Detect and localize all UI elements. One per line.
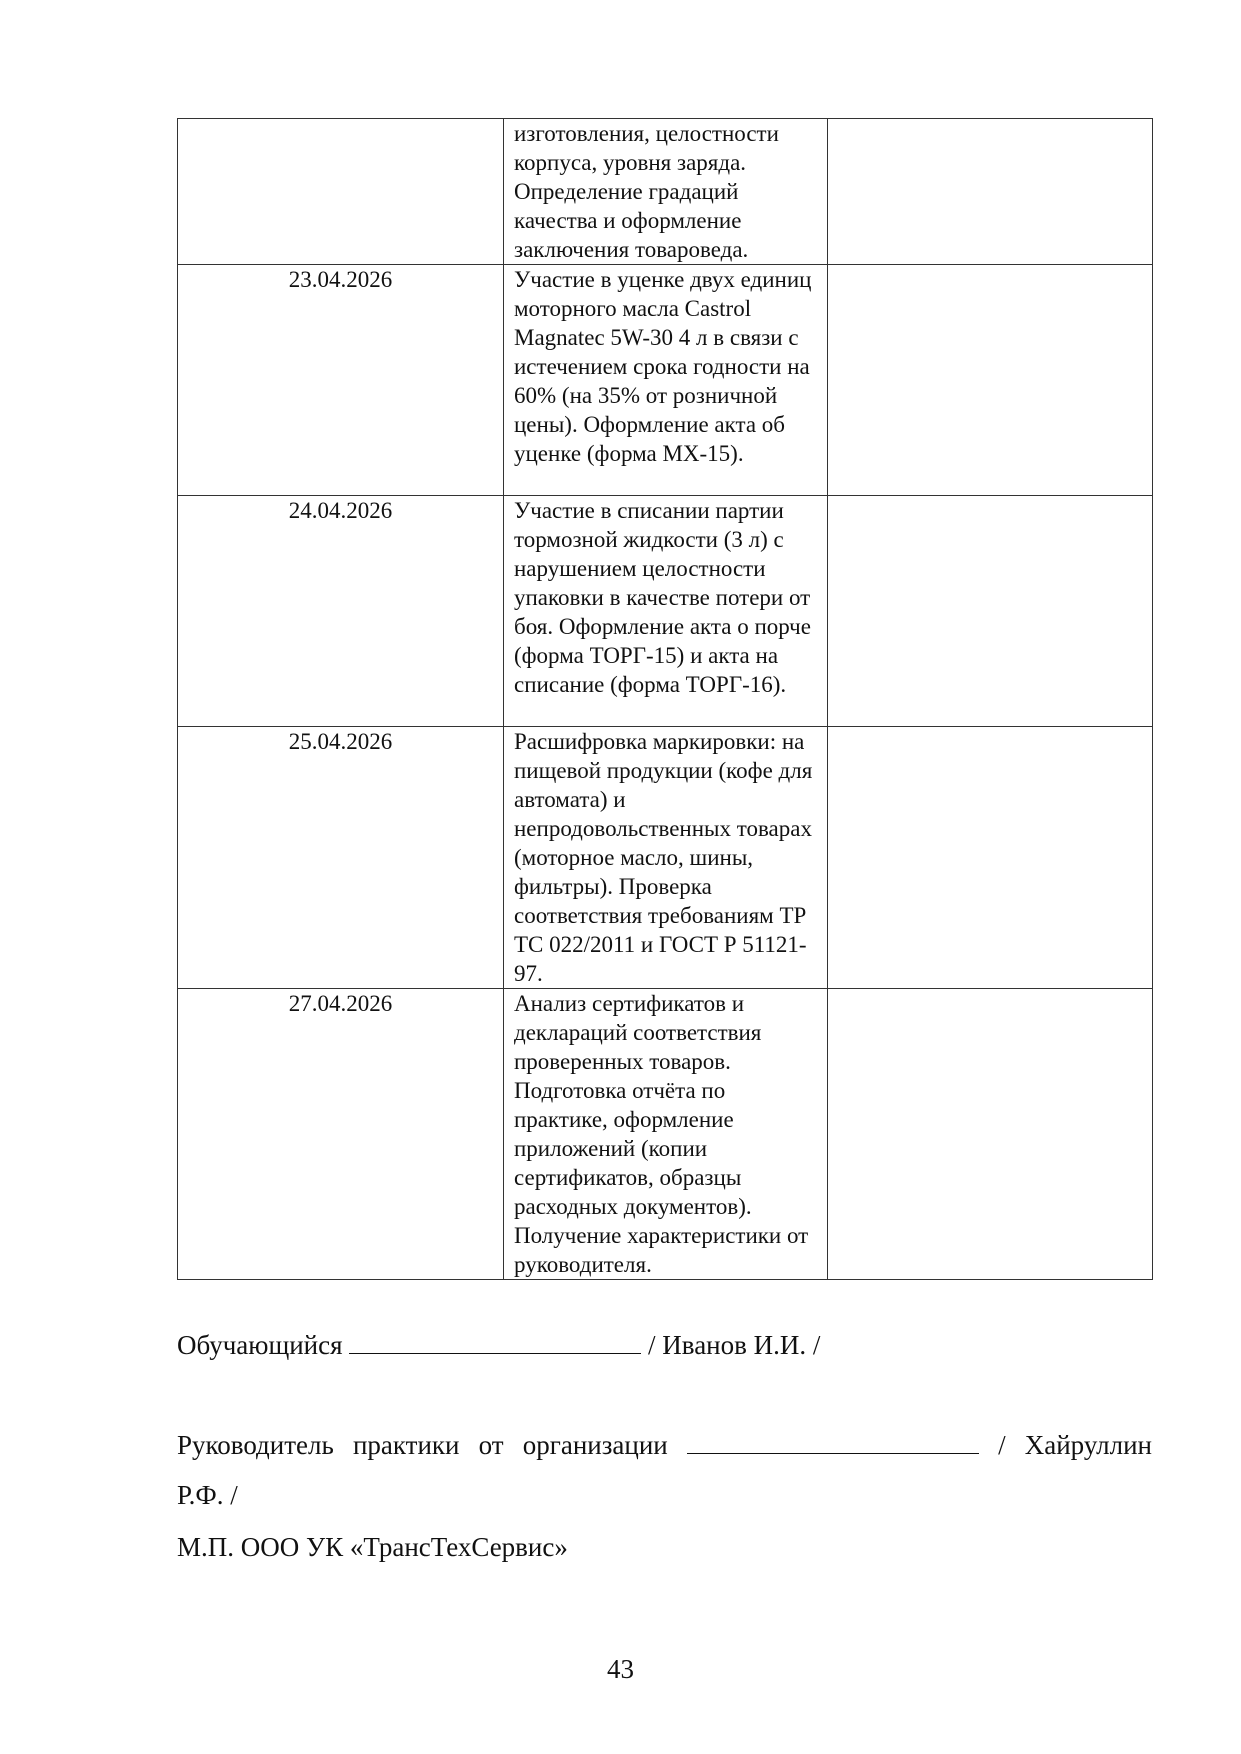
supervisor-signature-line [177, 1428, 1152, 1462]
page-number: 43 [607, 1654, 634, 1684]
date-cell [178, 119, 504, 265]
note-cell [828, 727, 1153, 989]
task-cell: Анализ сертификатов и деклараций соответствия проверенных товаров. Подготовка отчёта по практике, оформление приложений (копии сертификатов, образцы расходных документов). Получение характеристики от руководителя. [504, 989, 828, 1280]
table-row [178, 727, 1153, 989]
note-cell [828, 989, 1153, 1280]
task-cell: Расшифровка маркировки: на пищевой продукции (кофе для автомата) и непродовольственных товарах (моторное масло, шины, фильтры). Проверка соответствия требованиям ТР ТС 022/2011 и ГОСТ Р 51121-97. [504, 727, 828, 989]
supervisor-name: / Хайруллин [998, 1430, 1152, 1460]
note-cell [828, 119, 1153, 265]
student-signature-line [177, 1328, 1152, 1362]
date-cell: 23.04.2026 [178, 265, 504, 496]
task-cell: Участие в уценке двух единиц моторного масла Castrol Magnatec 5W-30 4 л в связи с истечением срока годности на 60% (на 35% от розничной цены). Оформление акта об уценке (форма МХ-15). [504, 265, 828, 496]
task-cell: изготовления, целостности корпуса, уровня заряда. Определение градаций качества и оформление заключения товароведа. [504, 119, 828, 265]
student-name: / Иванов И.И. / [648, 1330, 821, 1360]
table-row [178, 989, 1153, 1280]
date-cell: 24.04.2026 [178, 496, 504, 727]
student-signature-blank [349, 1329, 641, 1354]
practice-journal-table [177, 118, 1153, 1280]
task-cell: Участие в списании партии тормозной жидкости (3 л) с нарушением целостности упаковки в качестве потери от боя. Оформление акта о порче (форма ТОРГ-15) и акта на списание (форма ТОРГ-16). [504, 496, 828, 727]
table-row [178, 119, 1153, 265]
note-cell [828, 265, 1153, 496]
stamp-line: М.П. ООО УК «ТрансТехСервис» [177, 1532, 568, 1562]
student-label: Обучающийся [177, 1330, 343, 1360]
date-cell: 25.04.2026 [178, 727, 504, 989]
table-row [178, 496, 1153, 727]
table-row [178, 265, 1153, 496]
supervisor-initials: Р.Ф. / [177, 1480, 238, 1510]
date-cell: 27.04.2026 [178, 989, 504, 1280]
supervisor-label: Руководитель практики от организации [177, 1430, 668, 1460]
supervisor-signature-blank [687, 1429, 979, 1454]
note-cell [828, 496, 1153, 727]
